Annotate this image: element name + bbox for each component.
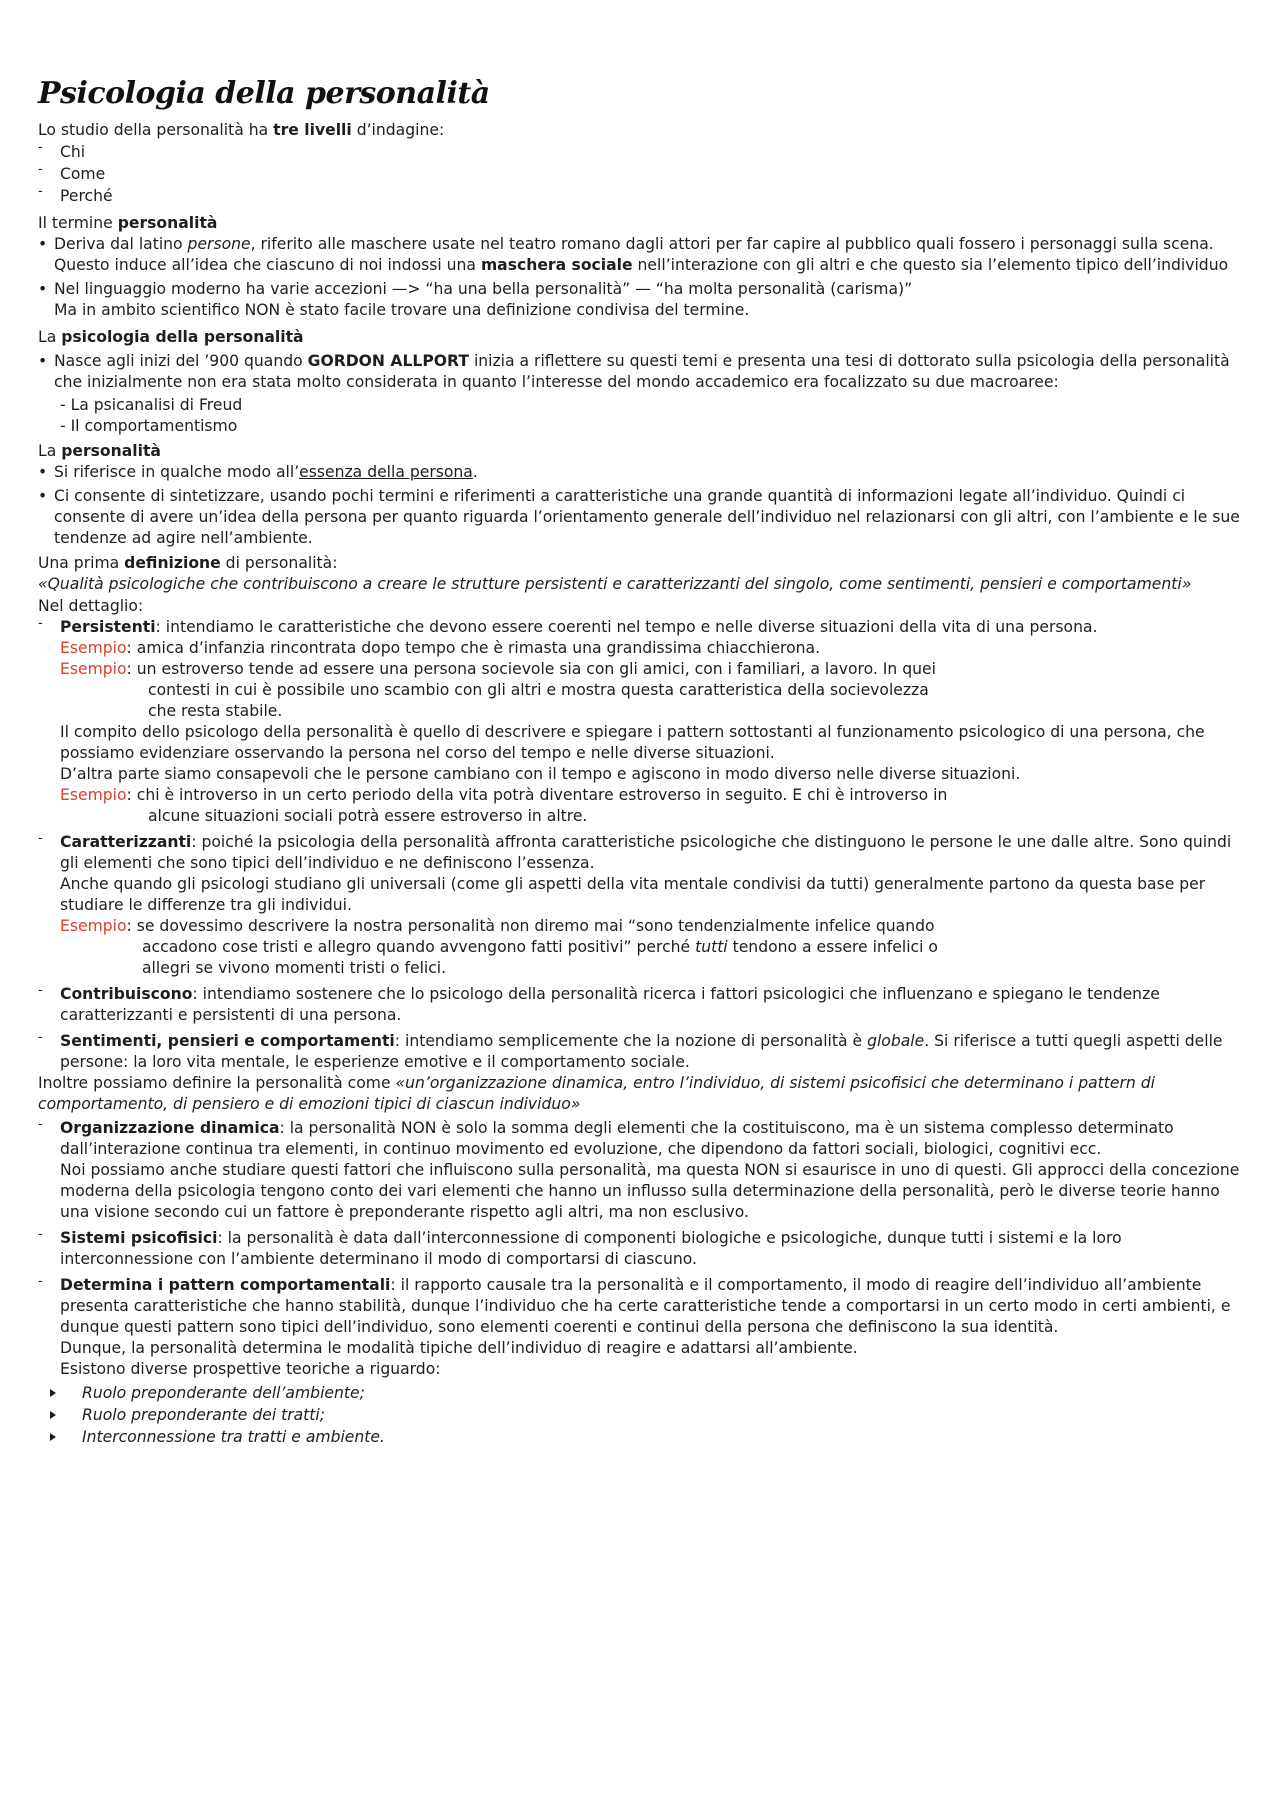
list-item: [38, 351, 1250, 437]
text: tendono a essere infelici o: [727, 938, 938, 956]
text: Il compito dello psicologo della personalità è quello di descrivere e spiegare i pattern sottostanti al funzionamento psicologico di una persona, che possiamo evidenziare osservando la persona nel corso del tempo e nelle diverse situazioni.: [60, 723, 1205, 762]
text: : intendiamo semplicemente che la nozione di personalità è: [394, 1032, 868, 1050]
list-item-persistenti: [38, 617, 1250, 827]
list-item-sentimenti: [38, 1031, 1250, 1073]
text: Inoltre possiamo definire la personalità come: [38, 1074, 396, 1092]
personalita-list: [38, 462, 1250, 549]
psicologia-heading: [38, 326, 1250, 348]
italic-text: persone: [187, 235, 251, 253]
text: . Si riferisce a tutti quegli aspetti delle persone: la loro vita mentale, le esperienze emotive e il comportamento sociale.: [60, 1032, 1223, 1071]
list-item: Ruolo preponderante dei tratti;: [38, 1404, 1250, 1426]
inoltre-paragraph: [38, 1073, 1250, 1115]
intro-text: Lo studio della personalità ha: [38, 121, 274, 139]
text: Esistono diverse prospettive teoriche a riguardo:: [60, 1360, 441, 1378]
intro-bold: tre livelli: [273, 121, 352, 139]
intro-text-end: d’indagine:: [351, 121, 445, 139]
definizione-quote: [38, 574, 1250, 595]
term: Determina i pattern comportamentali: [60, 1276, 391, 1294]
heading-bold: psicologia della personalità: [61, 328, 304, 346]
list-item: [38, 462, 1250, 483]
heading-text: La: [38, 328, 62, 346]
term: Sistemi psicofisici: [60, 1229, 218, 1247]
term: Caratterizzanti: [60, 833, 192, 851]
text: accadono cose tristi e allegro quando avvengono fatti positivi” perché: [142, 938, 696, 956]
list-item-determina: [38, 1275, 1250, 1380]
macroaree-list: [60, 395, 1250, 437]
text: : la personalità è data dall’interconnessione di componenti biologiche e psicologiche, dunque tutti i sistemi e la loro interconnessione con l’ambiente determinano il modo di comportarsi di ciascuno.: [60, 1229, 1122, 1268]
list-item: - Perché: [38, 185, 1250, 207]
list-item-contribuiscono: [38, 984, 1250, 1026]
document-page: [38, 75, 1250, 1448]
text: allegri se vivono momenti tristi o felici.: [142, 959, 447, 977]
heading-text: Il termine: [38, 214, 118, 232]
list-item: - Il comportamentismo: [60, 417, 238, 435]
intro-paragraph: [38, 119, 1250, 141]
list-item-caratterizzanti: [38, 832, 1250, 979]
heading-bold: personalità: [61, 442, 161, 460]
list-item: - Chi: [38, 141, 1250, 163]
text: alcune situazioni sociali potrà essere estroverso in altre.: [148, 807, 588, 825]
definizione-paragraph: [38, 552, 1250, 574]
example-label: Esempio: [60, 917, 127, 935]
text: : il rapporto causale tra la personalità e il comportamento, il modo di reagire dell’individuo all’ambiente presenta caratteristiche che hanno stabilità, dunque l’individuo che ha certe caratteristiche tende a comportarsi in un certo modo in certi ambienti, e dunque questi pattern sono tipici dell’individuo, sono elementi coerenti e continui della persona che definiscono la sua identità.: [60, 1276, 1231, 1336]
text: : se dovessimo descrivere la nostra personalità non diremo mai “sono tendenzialmente infelice quando: [126, 917, 935, 935]
text: di personalità:: [220, 554, 338, 572]
text: : chi è introverso in un certo periodo della vita potrà diventare estroverso in seguito. E chi è introverso in: [126, 786, 948, 804]
list-item: - Come: [38, 163, 1250, 185]
heading-text: La: [38, 442, 62, 460]
text: contesti in cui è possibile uno scambio con gli altri e mostra questa caratteristica della socievolezza: [148, 681, 929, 699]
italic-text: globale: [867, 1032, 925, 1050]
bold-text: GORDON ALLPORT: [307, 352, 469, 370]
bold-text: maschera sociale: [480, 256, 633, 274]
example-label: Esempio: [60, 639, 127, 657]
text: : la personalità NON è solo la somma degli elementi che la costituiscono, ma è un sistema complesso determinato dall’interazione continua tra elementi, in continuo movimento ed evoluzione, che dipendono da fattori sociali, biologici, cognitivi ecc.: [60, 1119, 1174, 1158]
list-item: • Ci consente di sintetizzare, usando pochi termini e riferimenti a caratteristiche una grande quantità di informazioni legate all’individuo. Quindi ci consente di avere un’idea della persona per quanto riguarda l’orientamento generale dell’individuo nel relazionarsi con gli altri, con l’ambiente e le sue tendenze ad agire nell’ambiente.: [38, 486, 1250, 549]
dettaglio-label: Nel dettaglio:: [38, 597, 144, 615]
text: : poiché la psicologia della personalità affronta caratteristiche psicologiche che distinguono le persone le une dalle altre. Sono quindi gli elementi che sono tipici dell’individuo e ne definiscono l’essenza.: [60, 833, 1232, 872]
levels-list: [38, 141, 1250, 207]
list-item-sistemi: [38, 1228, 1250, 1270]
personalita-heading: [38, 440, 1250, 462]
heading-bold: personalità: [117, 214, 218, 232]
list-item: [38, 279, 1250, 321]
text: Una prima: [38, 554, 125, 572]
termine-list: [38, 234, 1250, 321]
text: , riferito alle maschere usate nel teatro romano dagli attori per far capire al pubblico quali fossero i personaggi sulla scena. Questo induce all’idea che ciascuno di noi indossi una: [54, 235, 1214, 274]
psicologia-list: [38, 351, 1250, 437]
list-item: [38, 234, 1250, 276]
term: Contribuiscono: [60, 985, 193, 1003]
termine-heading: [38, 212, 1250, 234]
text: : intendiamo sostenere che lo psicologo della personalità ricerca i fattori psicologici che influenzano e spiegano le tendenze caratterizzanti e persistenti di una persona.: [60, 985, 1160, 1024]
text: inizia a riflettere su questi temi e presenta una tesi di dottorato sulla psicologia della personalità che inizialmente non era stata molto considerata in quanto l’interesse del mondo accademico era focalizzato su due macroaree:: [54, 352, 1230, 391]
list-item: - La psicanalisi di Freud: [60, 396, 243, 414]
example-label: Esempio: [60, 786, 127, 804]
list-item: Ruolo preponderante dell’ambiente;: [38, 1382, 1250, 1404]
bold-text: definizione: [124, 554, 221, 572]
text: Nel linguaggio moderno ha varie accezioni —> “ha una bella personalità” — “ha molta personalità (carisma)”: [54, 280, 913, 298]
text: Si riferisce in qualche modo all’: [54, 463, 300, 481]
text: Nasce agli inizi del ’900 quando: [54, 352, 308, 370]
text: D’altra parte siamo consapevoli che le persone cambiano con il tempo e agiscono in modo diverso nelle diverse situazioni.: [60, 765, 1021, 783]
text: .: [472, 463, 478, 481]
quote-text: «Qualità psicologiche che contribuiscono a creare le strutture persistenti e caratterizzanti del singolo, come sentimenti, pensieri e comportamenti»: [38, 575, 1192, 593]
example-label: Esempio: [60, 660, 127, 678]
term: Sentimenti, pensieri e comportamenti: [60, 1032, 395, 1050]
text: Ma in ambito scientifico NON è stato facile trovare una definizione condivisa del termine.: [54, 301, 750, 319]
page-title: Psicologia della personalità: [38, 76, 490, 111]
definizione2-list: [38, 1118, 1250, 1380]
term: Organizzazione dinamica: [60, 1119, 280, 1137]
term: Persistenti: [60, 618, 156, 636]
dettaglio-list: [38, 617, 1250, 1073]
text: : intendiamo le caratteristiche che devono essere coerenti nel tempo e nelle diverse situazioni della vita di una persona.: [155, 618, 1098, 636]
text: nell’interazione con gli altri e che questo sia l’elemento tipico dell’individuo: [632, 256, 1229, 274]
underlined-text: essenza della persona: [299, 463, 473, 481]
text: Dunque, la personalità determina le modalità tipiche dell’individuo di reagire e adattarsi all’ambiente.: [60, 1339, 858, 1357]
text: Deriva dal latino: [54, 235, 188, 253]
italic-text: tutti: [695, 938, 728, 956]
prospettive-list: [38, 1382, 1250, 1448]
text: Anche quando gli psicologi studiano gli universali (come gli aspetti della vita mentale condivisi da tutti) generalmente partono da questa base per studiare le differenze tra gli individui.: [60, 875, 1206, 914]
list-item: Interconnessione tra tratti e ambiente.: [38, 1426, 1250, 1448]
text: : amica d’infanzia rincontrata dopo tempo che è rimasta una grandissima chiacchierona.: [126, 639, 821, 657]
list-item-organizzazione: [38, 1118, 1250, 1223]
text: che resta stabile.: [148, 702, 283, 720]
text: Noi possiamo anche studiare questi fattori che influiscono sulla personalità, ma questa NON si esaurisce in uno di questi. Gli approcci della concezione moderna della psicologia tengono conto dei vari elementi che hanno un influsso sulla determinazione della personalità, però le diverse teorie hanno una visione secondo cui un fattore è preponderante rispetto agli altri, ma non esclusivo.: [60, 1161, 1240, 1221]
quote-text: «un’organizzazione dinamica, entro l’individuo, di sistemi psicofisici che determinano i pattern di comportamento, di pensiero e di emozioni tipici di ciascun individuo»: [38, 1074, 1155, 1113]
text: : un estroverso tende ad essere una persona socievole sia con gli amici, con i familiari, a lavoro. In quei: [126, 660, 936, 678]
